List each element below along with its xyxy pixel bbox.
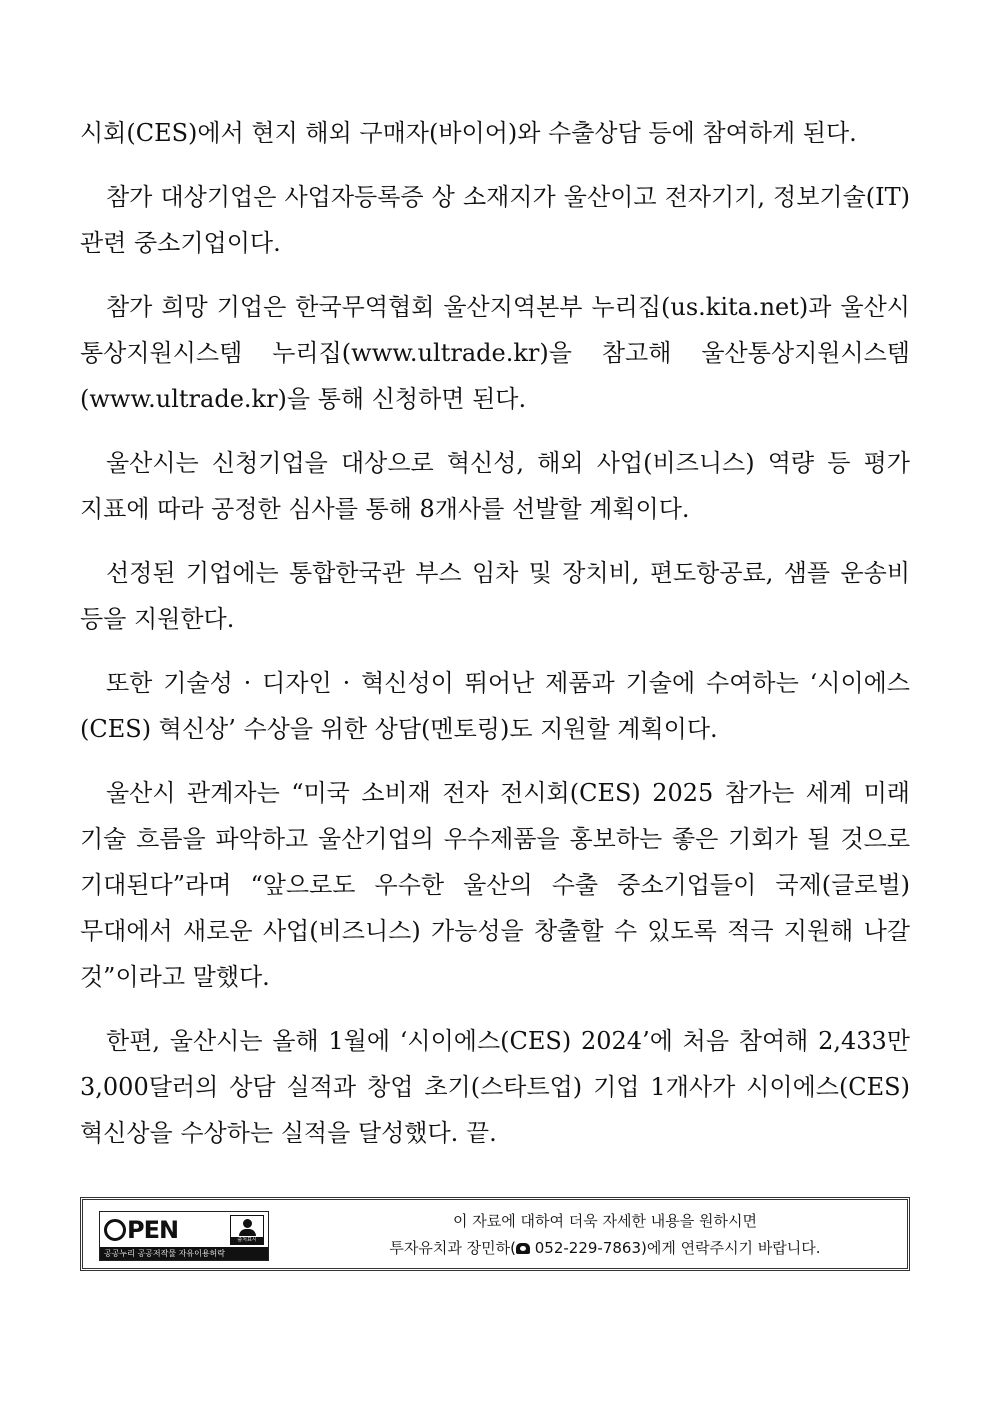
paragraph-official-quote: 울산시 관계자는 “미국 소비재 전자 전시회(CES) 2025 참가는 세계 미래 기술 흐름을 파악하고 울산기업의 우수제품을 홍보하는 좋은 기회가 될 것으로 기대된다”라며 “앞으로도 우수한 울산의 수출 중소기업들이 국제(글로벌) 무대에서 새로운 사업(비즈니스) 가능성을 창출할 수 있도록 적극 지원해 나갈 것”이라고 말했다.	[80, 779, 910, 991]
kogl-strip-label: 공공누리 공공저작물 자유이용허락	[100, 1247, 268, 1260]
press-release-body	[80, 110, 910, 1174]
contact-request: )에게 연락주시기 바랍니다.	[641, 1239, 821, 1257]
paragraph-selection: 울산시는 신청기업을 대상으로 혁신성, 해외 사업(비즈니스) 역량 등 평가 지표에 따라 공정한 심사를 통해 8개사를 선발할 계획이다.	[80, 449, 910, 523]
contact-footer-box	[80, 1197, 910, 1271]
paragraph-eligibility: 참가 대상기업은 사업자등록증 상 소재지가 울산이고 전자기기, 정보기술(IT) 관련 중소기업이다.	[80, 183, 910, 257]
contact-line-1: 이 자료에 대하여 더욱 자세한 내용을 원하시면	[453, 1212, 757, 1230]
paragraph-mentoring: 또한 기술성 · 디자인 · 혁신성이 뛰어난 제품과 기술에 수여하는 ‘시이에스(CES) 혁신상’ 수상을 위한 상담(멘토링)도 지원할 계획이다.	[80, 669, 910, 743]
open-o-ring-icon	[104, 1219, 126, 1241]
telephone-icon	[516, 1243, 530, 1254]
attribution-person-icon	[230, 1215, 264, 1245]
open-logo	[104, 1215, 178, 1245]
kogl-open-license-badge[interactable]	[99, 1211, 269, 1261]
contact-line-2	[313, 1235, 897, 1262]
contact-department: 투자유치과 장민하(	[389, 1239, 516, 1257]
contact-info	[313, 1208, 897, 1262]
attribution-label: 출처표시	[231, 1237, 263, 1244]
paragraph-continuation: 시회(CES)에서 현지 해외 구매자(바이어)와 수출상담 등에 참여하게 된다.	[80, 119, 857, 147]
paragraph-support: 선정된 기업에는 통합한국관 부스 임차 및 장치비, 편도항공료, 샘플 운송비 등을 지원한다.	[80, 559, 910, 633]
contact-phone-number[interactable]: 052-229-7863	[529, 1239, 641, 1257]
open-logo-text: PEN	[127, 1216, 179, 1244]
paragraph-previous-results: 한편, 울산시는 올해 1월에 ‘시이에스(CES) 2024’에 처음 참여해 2,433만 3,000달러의 상담 실적과 창업 초기(스타트업) 기업 1개사가 시이에스(CES) 혁신상을 수상하는 실적을 달성했다. 끝.	[80, 1027, 910, 1147]
paragraph-application: 참가 희망 기업은 한국무역협회 울산지역본부 누리집(us.kita.net)과 울산시 통상지원시스템 누리집(www.ultrade.kr)을 참고해 울산통상지원시스템(www.ultrade.kr)을 통해 신청하면 된다.	[80, 293, 910, 413]
